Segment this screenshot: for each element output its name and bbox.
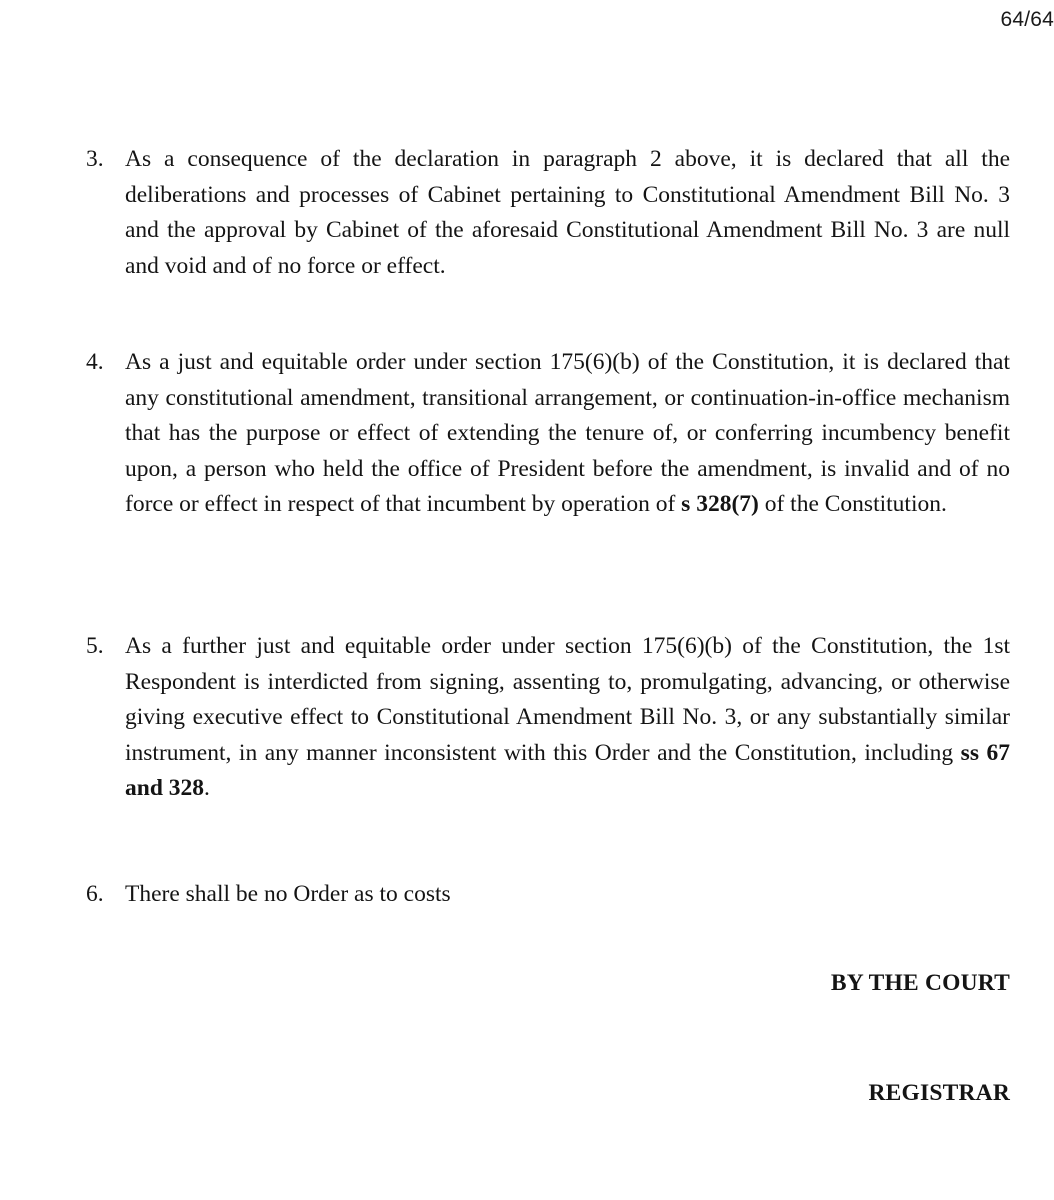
registrar-signature: REGISTRAR — [868, 1080, 1010, 1106]
by-the-court-signature: BY THE COURT — [830, 970, 1010, 996]
paragraph-text — [125, 629, 1010, 807]
section-reference-bold: ss 67 and 328 — [125, 739, 1010, 801]
paragraph-number: 3. — [86, 146, 104, 172]
paragraph-segment: . — [204, 775, 210, 801]
paragraph-number: 4. — [86, 349, 104, 375]
paragraph-segment: As a just and equitable order under section 175(6)(b) of the Constitution, it is declared that any constitutional amendment, transitional arrangement, or continuation-in-office mechanism that has the purpose or effect of extending the tenure of, or conferring incumbency benefit upon, a person who held the office of President before the amendment, is invalid and of no force or effect in respect of that incumbent by operation of — [125, 349, 1010, 517]
paragraph-text — [125, 877, 1010, 913]
page-number: 64/64 — [1000, 8, 1054, 31]
paragraph-text — [125, 345, 1010, 523]
paragraph-number: 6. — [86, 881, 104, 907]
paragraph-segment: There shall be no Order as to costs — [125, 881, 451, 907]
paragraph-segment: As a consequence of the declaration in paragraph 2 above, it is declared that all the deliberations and processes of Cabinet pertaining to Constitutional Amendment Bill No. 3 and the approval by Cabinet of the aforesaid Constitutional Amendment Bill No. 3 are null and void and of no force or effect. — [125, 146, 1010, 279]
section-reference-bold: s 328(7) — [681, 491, 759, 517]
paragraph-text — [125, 142, 1010, 284]
paragraph-number: 5. — [86, 633, 104, 659]
paragraph-segment: As a further just and equitable order under section 175(6)(b) of the Constitution, the 1st Respondent is interdicted from signing, assenting to, promulgating, advancing, or otherwise giving executive effect to Constitutional Amendment Bill No. 3, or any substantially similar instrument, in any manner inconsistent with this Order and the Constitution, including — [125, 633, 1010, 766]
paragraph-segment: of the Constitution. — [758, 491, 947, 517]
